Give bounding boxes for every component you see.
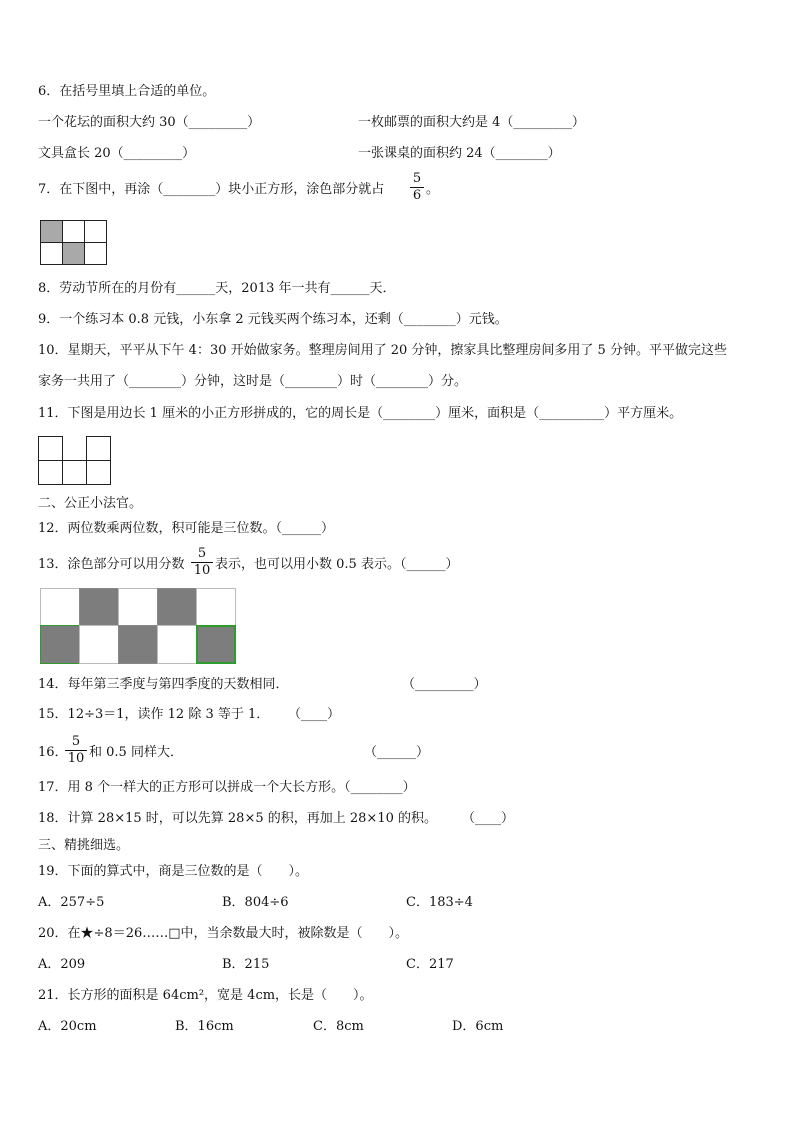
q6-item-c: 文具盒长 20（_________） (38, 146, 196, 161)
q20-option-c: C．217 (406, 957, 454, 972)
grid-cell-shaded (157, 588, 197, 626)
q16-prefix: 16． (38, 745, 68, 760)
q6-item-d: 一张课桌的面积约 24（________） (358, 146, 561, 161)
q15-text: 15．12÷3＝1，读作 12 除 3 等于 1． (38, 707, 270, 722)
q13-fraction (191, 547, 213, 578)
q16-fraction (65, 735, 87, 766)
q16-text: 和 0.5 同样大． (89, 745, 183, 760)
grid-cell (157, 625, 197, 664)
q7-end: 。 (426, 182, 440, 197)
q14-text: 14．每年第三季度与第四季度的天数相同． (38, 677, 289, 692)
q7-denominator: 6 (412, 188, 422, 203)
unit-square (86, 460, 111, 485)
q7-fraction (410, 172, 424, 203)
q21-stem: 21．长方形的面积是 64cm²，宽是 4cm，长是（ ）。 (38, 988, 373, 1003)
grid-cell (62, 220, 85, 243)
q16-blank: （______） (364, 745, 430, 760)
q19-option-a: A．257÷5 (38, 895, 105, 910)
q16-numerator: 5 (71, 734, 81, 749)
unit-square (38, 460, 63, 485)
grid-cell (79, 625, 119, 664)
q9-text: 9．一个练习本 0.8 元钱，小东拿 2 元钱买两个练习本，还剩（________）元钱。 (38, 312, 508, 327)
q18-text: 18．计算 28×15 时，可以先算 28×5 的积，再加上 28×10 的积。 (38, 811, 437, 826)
section-2-title: 二、公正小法官。 (38, 496, 143, 511)
section-3-title: 三、精挑细选。 (38, 838, 130, 853)
q6-title: 6．在括号里填上合适的单位。 (38, 84, 216, 99)
grid-cell (40, 588, 80, 626)
q13-text-end: 表示，也可以用小数 0.5 表示。（______） (215, 557, 459, 572)
q21-option-c: C．8cm (313, 1019, 364, 1034)
q12-text: 12．两位数乘两位数，积可能是三位数。（______） (38, 521, 335, 536)
q7-text: 7．在下图中，再涂（________）块小正方形，涂色部分就占 (38, 182, 385, 197)
grid-cell-shaded (196, 625, 236, 664)
q7-numerator: 5 (412, 171, 422, 186)
grid-cell (40, 242, 63, 265)
q20-option-a: A．209 (38, 957, 86, 972)
grid-cell (196, 588, 236, 626)
q10-line1: 10．星期天，平平从下午 4：30 开始做家务。整理房间用了 20 分钟，擦家具比整理房间多用了 5 分钟。平平做完这些 (38, 343, 727, 358)
q14-blank: （_________） (402, 677, 487, 692)
q18-blank: （____） (462, 811, 515, 826)
unit-square (86, 436, 111, 461)
q11-text: 11．下图是用边长 1 厘米的小正方形拼成的，它的周长是（________）厘米，面积是（__________）平方厘米。 (38, 406, 683, 421)
q19-stem: 19．下面的算式中，商是三位数的是（ ）。 (38, 864, 309, 879)
q21-option-a: A．20cm (38, 1019, 97, 1034)
grid-cell (84, 220, 107, 243)
q8-text: 8．劳动节所在的月份有______天，2013 年一共有______天． (38, 281, 396, 296)
q13-text: 13．涂色部分可以用分数 (38, 557, 185, 572)
q21-option-b: B．16cm (175, 1019, 234, 1034)
q16-denominator: 10 (67, 751, 85, 766)
q20-option-b: B．215 (222, 957, 270, 972)
grid-cell (118, 588, 158, 626)
q17-text: 17．用 8 个一样大的正方形可以拼成一个大长方形。（________） (38, 780, 416, 795)
grid-cell (84, 242, 107, 265)
unit-square (62, 460, 87, 485)
q20-stem: 20．在★÷8＝26……□中，当余数最大时，被除数是（ ）。 (38, 926, 409, 941)
q13-numerator: 5 (197, 546, 207, 561)
grid-cell-shaded (40, 625, 80, 664)
q15-blank: （____） (288, 707, 341, 722)
grid-cell-shaded (118, 625, 158, 664)
grid-cell-shaded (79, 588, 119, 626)
grid-cell-shaded (40, 220, 63, 243)
q21-option-d: D．6cm (452, 1019, 504, 1034)
grid-cell-shaded (62, 242, 85, 265)
q6-item-a: 一个花坛的面积大约 30（_________） (38, 115, 261, 130)
q13-denominator: 10 (193, 563, 211, 578)
q19-option-c: C．183÷4 (406, 895, 473, 910)
q6-item-b: 一枚邮票的面积大约是 4（_________） (358, 115, 585, 130)
q19-option-b: B．804÷6 (222, 895, 289, 910)
q10-line2: 家务一共用了（________）分钟，这时是（________）时（________）分。 (38, 374, 468, 389)
q13-figure (38, 587, 238, 665)
unit-square (38, 436, 63, 461)
